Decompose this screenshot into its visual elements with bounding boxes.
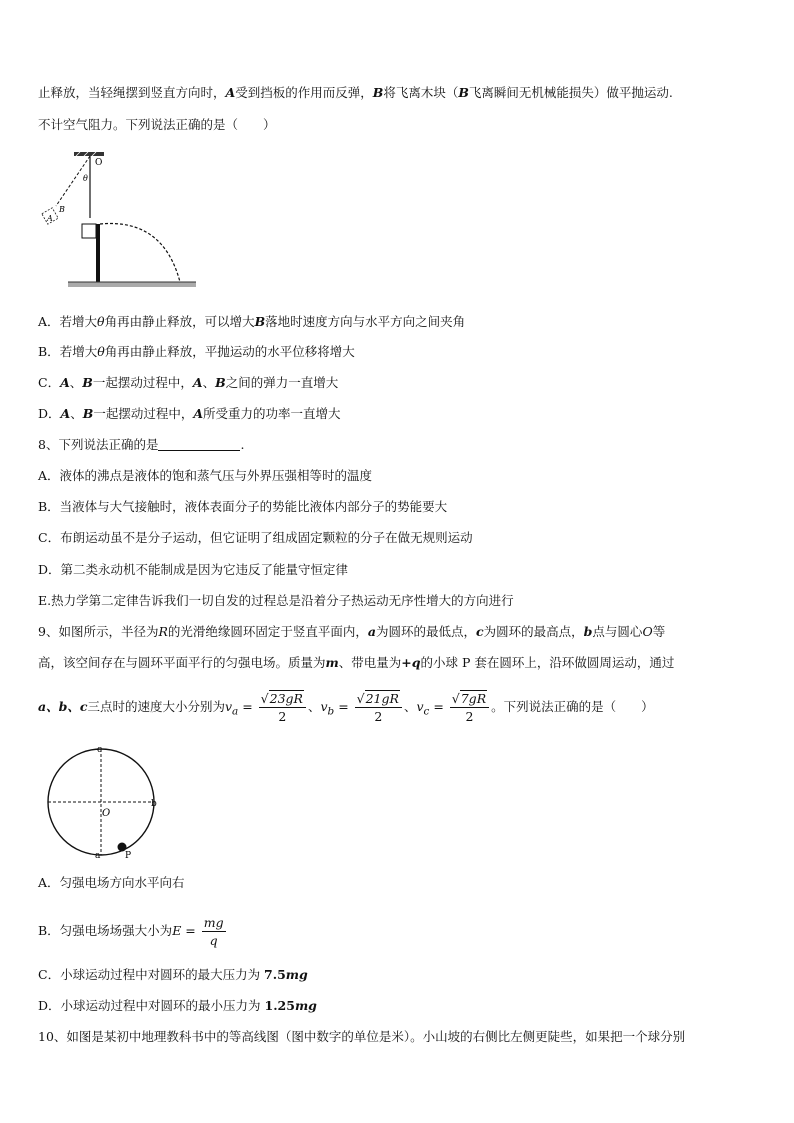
fig-label-A: A [47, 214, 53, 223]
q7-option-d: D．A、B一起摆动过程中，A所受重力的功率一直增大 [38, 406, 341, 421]
fig-label-a: a [95, 851, 101, 860]
fig-label-B: B [59, 205, 65, 214]
fig-label-O: O [95, 158, 103, 168]
q9-option-c: C．小球运动过程中对圆环的最大压力为 7.5mg [38, 967, 308, 982]
q7-stem-line1: 止释放，当轻绳摆到竖直方向时，A受到挡板的作用而反弹，B将飞离木块（B飞离瞬间无机械能损失）做平抛运动. [38, 85, 673, 100]
answer-blank [158, 438, 240, 451]
e-fraction: $\frac{mg}{q}$ [203, 915, 224, 948]
q9-stem-line2: 高，该空间存在与圆环平面平行的匀强电场。质量为m、带电量为+q的小球 P 套在圆环上，沿环做圆周运动，通过 [38, 655, 675, 670]
q8-option-a: A．液体的沸点是液体的饱和蒸气压与外界压强相等时的温度 [38, 468, 373, 483]
fig-label-theta: θ [83, 174, 88, 183]
q8-option-c: C．布朗运动虽不是分子运动，但它证明了组成固定颗粒的分子在做无规则运动 [38, 530, 473, 545]
q7-stem-line2: 不计空气阻力。下列说法正确的是（ ） [38, 117, 276, 132]
q8-option-e: E.热力学第二定律告诉我们一切自发的过程总是沿着分子热运动无序性增大的方向进行 [38, 593, 514, 608]
q8-option-b: B．当液体与大气接触时，液体表面分子的势能比液体内部分子的势能要大 [38, 499, 448, 514]
q8-option-d: D．第二类永动机不能制成是因为它违反了能量守恒定律 [38, 562, 349, 577]
q7-option-c: C．A、B一起摆动过程中，A、B之间的弹力一直增大 [38, 375, 339, 390]
fig-label-P: P [125, 851, 132, 860]
fig-label-c: c [97, 745, 103, 755]
q9-option-a: A．匀强电场方向水平向右 [38, 875, 185, 890]
q7-option-a: A．若增大θ角再由静止释放，可以增大B落地时速度方向与水平方向之间夹角 [38, 314, 466, 329]
va-fraction: $\frac{√23gR}{2}$ [259, 690, 306, 725]
q9-option-b: B．匀强电场场强大小为E = $\frac{mg}{q}$ [38, 915, 224, 948]
q10-stem: 10、如图是某初中地理教科书中的等高线图（图中数字的单位是米）。小山坡的右侧比左侧更陡些，如果把一个球分别 [38, 1029, 686, 1044]
vc-fraction: $\frac{√7gR}{2}$ [450, 690, 489, 725]
q7-pendulum-figure [38, 148, 198, 298]
q9-stem-line3: a、b、c三点时的速度大小分别为$v_a$ = $\frac{√23gR}{2}$ 、$v_b$ = $\frac{√21gR}{2}$ 、$v_c$ = $\frac{√7gR}{2}$ 。下列说法正确的是（ ） [38, 691, 654, 724]
vb-fraction: $\frac{√21gR}{2}$ [355, 690, 402, 725]
fig-label-center-O: O [102, 808, 111, 819]
fig-label-b: b [151, 799, 157, 809]
q9-stem-line1: 9、如图所示，半径为R的光滑绝缘圆环固定于竖直平面内，a为圆环的最低点，c为圆环的最高点，b点与圆心O等 [38, 624, 666, 639]
q7-option-b: B．若增大θ角再由静止释放，平抛运动的水平位移将增大 [38, 344, 355, 359]
q9-option-d: D．小球运动过程中对圆环的最小压力为 1.25mg [38, 998, 317, 1013]
q9-circle-figure [38, 744, 168, 860]
q8-stem: 8、下列说法正确的是 . [38, 437, 245, 452]
